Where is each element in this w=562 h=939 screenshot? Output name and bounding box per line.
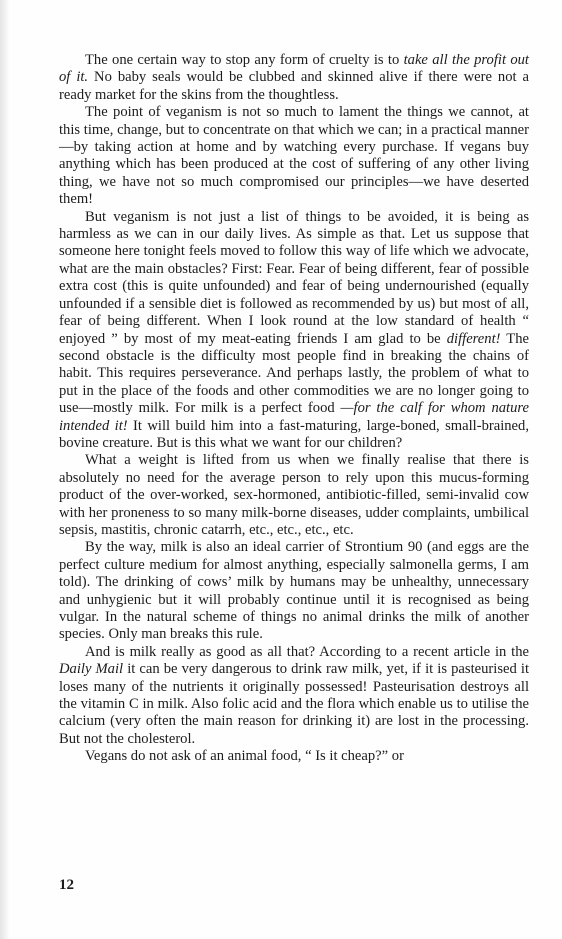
text-run: The one certain way to stop any form of cruelty is to xyxy=(85,52,404,68)
paragraph-cruelty xyxy=(59,52,529,104)
text-run: It will build him into a fast-maturing, large-boned, small-brained, bovine creature. But is this what we want for our children? xyxy=(59,417,529,451)
text-run: it can be very dangerous to drink raw milk, yet, if it is pasteurised it loses many of the nutrients it originally possessed! Pasteurisation destroys all the vitamin C in milk. Also folic acid and the flora which enable us to utilise the calcium (very often the main reason for drinking it) are lost in the processing. But not the cholesterol. xyxy=(59,661,529,747)
page-number: 12 xyxy=(59,877,74,893)
paragraph-point-of-veganism xyxy=(59,104,529,208)
paragraph-strontium xyxy=(59,539,529,643)
paragraph-pasteurised-milk xyxy=(59,644,529,748)
text-run: What a weight is lifted from us when we finally realise that there is absolutely no need for the average person to rely upon this mucus-forming product of the over-worked, sex-hormoned, antibiotic-filled, semi-invalid cow with her proneness to so many milk-borne diseases, udder complaints, umbilical sepsis, mastitis, chronic catarrh, etc., etc., etc., etc. xyxy=(59,452,529,538)
paragraph-obstacles xyxy=(59,209,529,453)
text-run: The second obstacle is the difficulty most people find in breaking the chains of habit. This requires perseverance. And perhaps lastly, the problem of what to put in the place of the foods and other commodities we are no longer going to use—mostly milk. For milk is a perfect food xyxy=(59,330,529,417)
italic-run: take all the profit out of it. xyxy=(59,52,529,86)
text-run: Vegans do not ask of an animal food, “ Is it cheap?” or xyxy=(85,748,404,765)
italic-run: different! xyxy=(446,330,501,347)
italic-run: Daily Mail xyxy=(59,661,124,678)
paragraph-weight-lifted xyxy=(59,452,529,539)
page-edge-shadow xyxy=(0,0,9,939)
text-run: By the way, milk is also an ideal carrier of Strontium 90 (and eggs are the perfect culture medium for almost anything, especially salmonella germs, I am told). The drinking of cows’ milk by humans may be unhealthy, unnecessary and unhygienic but it will probably continue until it is recognised as being vulgar. In the natural scheme of things no animal drinks the milk of another species. Only man breaks this rule. xyxy=(59,539,529,643)
text-run: The point of veganism is not so much to lament the things we cannot, at this time, change, but to concentrate on that which we can; in a practical manner—by taking action at home and by watching every purchase. If vegans buy anything which has been produced at the cost of suffering of any other living thing, we have not so much compromised our principles—we have deserted them! xyxy=(59,104,529,208)
text-run: But veganism is not just a list of things to be avoided, it is being as harmless as we can in our daily lives. As simple as that. Let us suppose that someone here tonight feels moved to follow this way of life which we advocate, what are the main obstacles? First: Fear. Fear of being different, fear of possible extra cost (this is quite unfounded) and fear of being undernourished (equally unfounded if a sensible diet is followed as recommended by us) but most of all, fear of being different. When I look round at the low standard of health “ enjoyed ” by most of my meat-eating friends I am glad to be xyxy=(59,208,529,347)
text-run: And is milk really as good as all that? According to a recent article in the xyxy=(85,643,529,660)
paragraph-vegans-ask xyxy=(59,748,529,765)
text-run: No baby seals would be clubbed and skinned alive if there were not a ready market for the skins from the thoughtless. xyxy=(59,69,529,103)
italic-run: —for the calf for whom nature intended it! xyxy=(59,400,530,434)
document-page xyxy=(59,52,529,766)
